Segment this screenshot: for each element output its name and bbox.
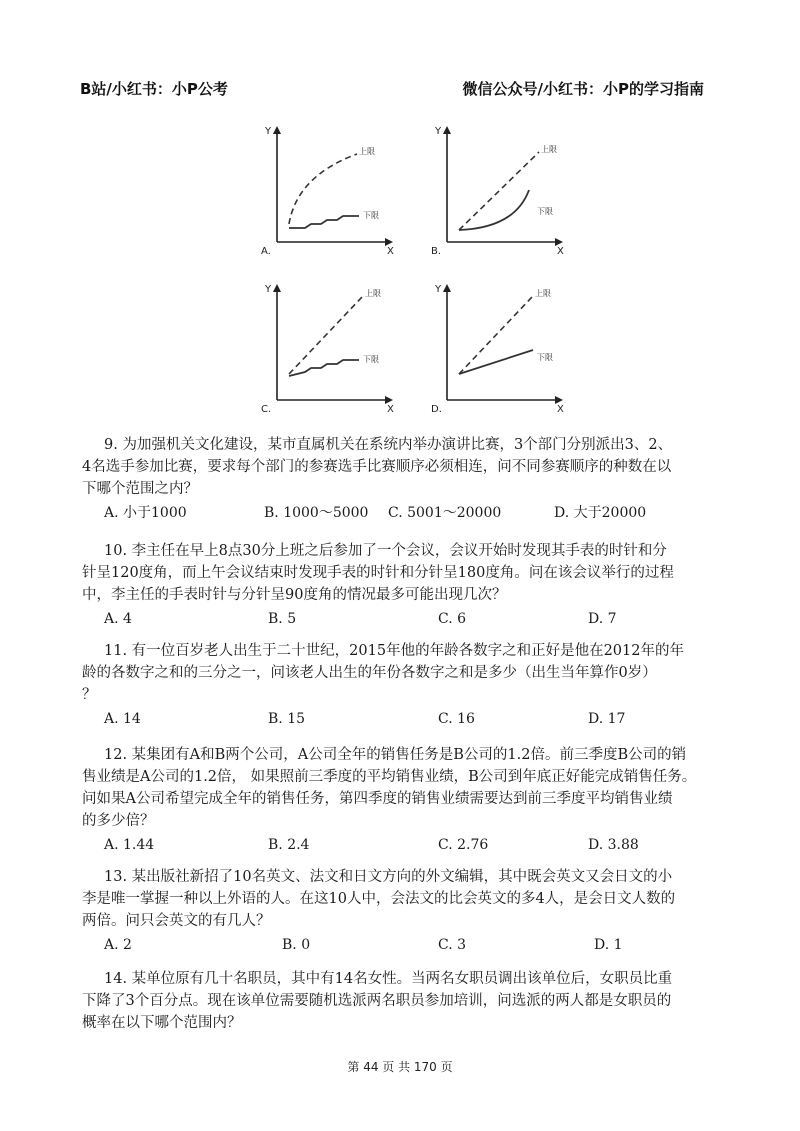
lower-label: 下限 [363, 355, 379, 364]
question-line: 针呈120度角，而上午会议结束时发现手表的时针和分针呈180度角。问在该会议举行的过程 [82, 565, 674, 581]
question-line: 下降了3个百分点。现在该单位需要随机选派两名职员参加培训，问选派的两人都是女职员的 [82, 993, 672, 1009]
upper-label: 上限 [535, 289, 551, 298]
option-c: C. 3 [438, 937, 467, 953]
question-11 [82, 640, 724, 730]
option-c: C. 5001～20000 [388, 505, 502, 521]
lower-label: 下限 [537, 207, 553, 216]
option-b: B. 5 [268, 611, 297, 627]
question-line: 李是唯一掌握一种以上外语的人。在这10人中，会法文的比会英文的多4人，是会日文人数的 [82, 891, 676, 907]
upper-label: 上限 [365, 289, 381, 298]
option-b: B. 2.4 [268, 837, 310, 853]
option-d: D. 17 [588, 711, 626, 727]
question-line: 14. 某单位原有几十名职员，其中有14名女性。当两名女职员调出该单位后，女职员比重 [104, 971, 673, 987]
y-axis-label: Y [435, 284, 442, 295]
y-axis-label: Y [265, 126, 272, 137]
x-axis-label: X [557, 246, 564, 257]
question-line: 的多少倍？ [82, 813, 155, 829]
lower-label: 下限 [537, 353, 553, 362]
upper-label: 上限 [541, 145, 557, 154]
question-line: 9. 为加强机关文化建设，某市直属机关在系统内举办演讲比赛，3个部门分别派出3、2、 [104, 437, 673, 453]
option-c: C. 2.76 [438, 837, 489, 853]
option-b: B. 15 [268, 711, 306, 727]
option-a: A. 小于1000 [104, 505, 187, 521]
graph-label-b: B. [431, 246, 442, 257]
question-line: ？ [82, 687, 97, 703]
option-d: D. 1 [594, 937, 623, 953]
question-line: 10. 李主任在早上8点30分上班之后参加了一个会议，会议开始时发现其手表的时针和分 [104, 543, 667, 559]
lower-label: 下限 [363, 211, 379, 220]
page-footer: 第 44 页 共 170 页 [347, 1060, 453, 1074]
header-right: 微信公众号/小红书：小P的学习指南 [462, 80, 704, 98]
question-13 [82, 866, 724, 956]
x-axis-label: X [557, 404, 564, 415]
option-d: D. 3.88 [588, 837, 639, 853]
graph-a [255, 120, 405, 260]
question-line: 中，李主任的手表时针与分针呈90度角的情况最多可能出现几次？ [82, 587, 507, 603]
y-axis-label: Y [435, 126, 442, 137]
option-c: C. 6 [438, 611, 467, 627]
question-14 [82, 968, 724, 1034]
graph-label-d: D. [431, 404, 442, 415]
option-c: C. 16 [438, 711, 475, 727]
option-d: D. 大于20000 [554, 505, 647, 521]
option-b: B. 0 [282, 937, 311, 953]
question-line: 两倍。问只会英文的有几人？ [82, 913, 271, 929]
option-a: A. 2 [104, 937, 132, 953]
question-line: 下哪个范围之内？ [82, 481, 198, 497]
header-left: B站/小红书：小P公考 [80, 80, 228, 98]
graph-b [425, 120, 575, 260]
option-a: A. 14 [104, 711, 141, 727]
option-d: D. 7 [588, 611, 617, 627]
question-line: 售业绩是A公司的1.2倍， 如果照前三季度的平均销售业绩，B公司到年底正好能完成销售任务。 [82, 769, 697, 785]
question-9 [82, 434, 724, 524]
graph-d [425, 278, 575, 418]
x-axis-label: X [387, 246, 394, 257]
upper-label: 上限 [359, 147, 375, 156]
question-line: 4名选手参加比赛，要求每个部门的参赛选手比赛顺序必须相连，问不同参赛顺序的种数在以 [82, 459, 672, 475]
question-line: 13. 某出版社新招了10名英文、法文和日文方向的外文编辑，其中既会英文又会日文的小 [104, 869, 673, 885]
graph-label-c: C. [261, 404, 272, 415]
option-a: A. 1.44 [104, 837, 155, 853]
option-a: A. 4 [104, 611, 132, 627]
graph-c [255, 278, 405, 418]
question-line: 龄的各数字之和的三分之一，问该老人出生的年份各数字之和是多少（出生当年算作0岁） [82, 665, 657, 681]
graph-label-a: A. [261, 246, 271, 257]
y-axis-label: Y [265, 284, 272, 295]
x-axis-label: X [387, 404, 394, 415]
option-b: B. 1000～5000 [264, 505, 369, 521]
question-line: 11. 有一位百岁老人出生于二十世纪，2015年他的年龄各数字之和正好是他在2012年的年 [104, 643, 684, 659]
question-12 [82, 744, 724, 856]
question-10 [82, 540, 724, 630]
question-line: 概率在以下哪个范围内？ [82, 1015, 242, 1031]
question-line: 12. 某集团有A和B两个公司，A公司全年的销售任务是B公司的1.2倍。前三季度B公司的销 [104, 747, 687, 763]
question-line: 问如果A公司希望完成全年的销售任务，第四季度的销售业绩需要达到前三季度平均销售业绩 [82, 791, 673, 807]
